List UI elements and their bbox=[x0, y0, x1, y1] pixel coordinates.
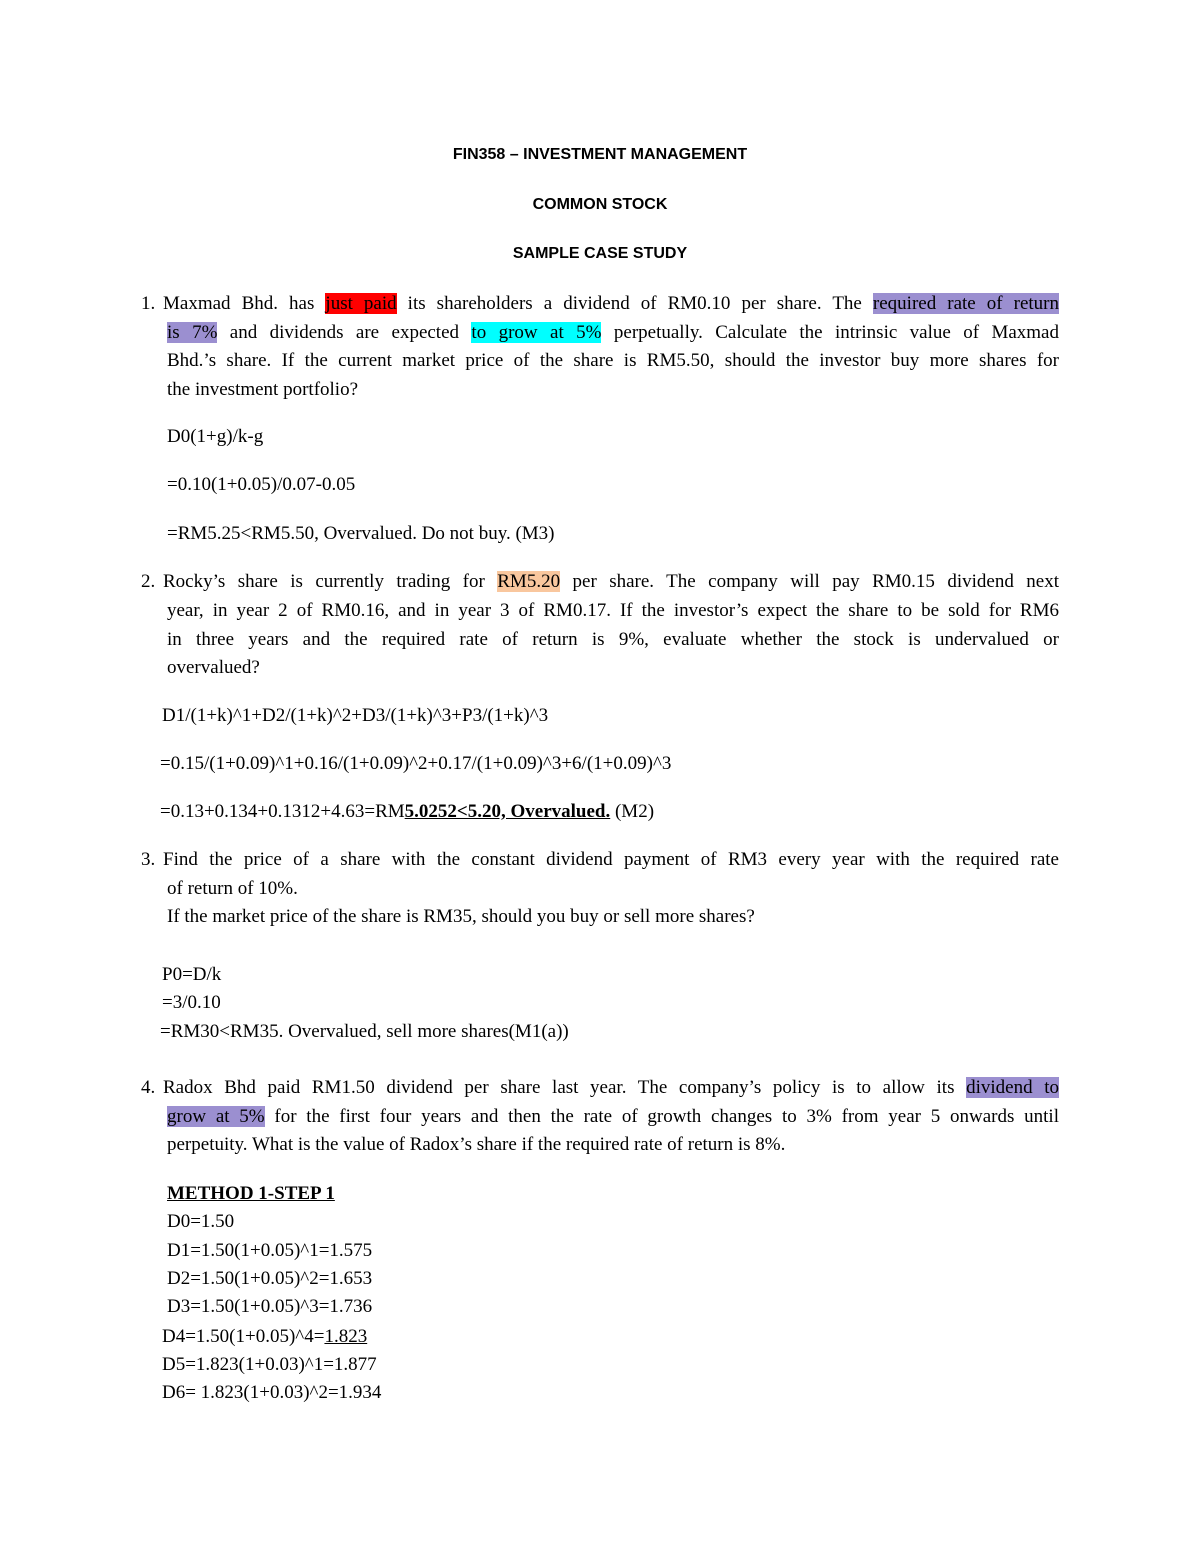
q1-formula: D0(1+g)/k-g bbox=[167, 426, 264, 447]
q3-formula: P0=D/k bbox=[162, 964, 222, 985]
question-3-line-2: of return of 10%. bbox=[167, 878, 298, 899]
question-1-line-3: Bhd.’s share. If the current market price of the share is RM5.50, should the investor buy more shares for bbox=[167, 350, 1059, 371]
highlight-grow-at-5: grow at 5% bbox=[167, 1106, 265, 1127]
method-heading: METHOD 1-STEP 1 bbox=[167, 1183, 335, 1204]
case-study-title: SAMPLE CASE STUDY bbox=[512, 245, 688, 262]
q2-text-1c: per share. The company will pay RM0.15 dividend next bbox=[560, 571, 1060, 592]
q2-answer-calc: =0.13+0.134+0.1312+4.63=RM bbox=[160, 801, 405, 822]
highlight-is-7: is 7% bbox=[167, 322, 218, 343]
course-title: FIN358 – INVESTMENT MANAGEMENT bbox=[452, 146, 748, 163]
q2-answer bbox=[160, 799, 654, 825]
q1-text-1a: Maxmad Bhd. has bbox=[163, 293, 326, 314]
dividend-d0: D0=1.50 bbox=[167, 1211, 235, 1232]
highlight-grow-5: to grow at 5% bbox=[471, 322, 602, 343]
highlight-dividend-to: dividend to bbox=[966, 1077, 1059, 1098]
q2-substitution: =0.15/(1+0.09)^1+0.16/(1+0.09)^2+0.17/(1+0.09)^3+6/(1+0.09)^3 bbox=[160, 753, 672, 774]
dividend-d4-calc: D4=1.50(1+0.05)^4= bbox=[162, 1326, 325, 1347]
q2-text-1a: Rocky’s share is currently trading for bbox=[163, 571, 498, 592]
highlight-rm520: RM5.20 bbox=[497, 571, 561, 592]
dividend-d2: D2=1.50(1+0.05)^2=1.653 bbox=[167, 1268, 373, 1289]
question-1-line-2 bbox=[167, 320, 1059, 346]
q1-text-1c: its shareholders a dividend of RM0.10 per share. The bbox=[396, 293, 873, 314]
question-4-line-2 bbox=[167, 1104, 1059, 1130]
dividend-d5: D5=1.823(1+0.03)^1=1.877 bbox=[162, 1354, 377, 1375]
question-3-number: 3. bbox=[141, 849, 156, 870]
dividend-d6: D6= 1.823(1+0.03)^2=1.934 bbox=[162, 1382, 382, 1403]
q1-substitution: =0.10(1+0.05)/0.07-0.05 bbox=[167, 474, 356, 495]
dividend-d4-value: 1.823 bbox=[324, 1326, 368, 1347]
dividend-d4 bbox=[162, 1324, 367, 1350]
question-1-line-4: the investment portfolio? bbox=[167, 379, 359, 400]
question-4-number: 4. bbox=[141, 1077, 156, 1098]
question-4-line-3: perpetuity. What is the value of Radox’s share if the required rate of return is 8%. bbox=[167, 1134, 786, 1155]
dividend-d1: D1=1.50(1+0.05)^1=1.575 bbox=[167, 1240, 373, 1261]
q1-text-2b: and dividends are expected bbox=[217, 322, 472, 343]
question-2-line-3: in three years and the required rate of return is 9%, evaluate whether the stock is undervalued or bbox=[167, 629, 1059, 650]
q2-answer-verdict: 5.0252<5.20, Overvalued. bbox=[404, 801, 611, 822]
q4-text-2b: for the first four years and then the rate of growth changes to 3% from year 5 onwards until bbox=[264, 1106, 1059, 1127]
q4-text-1a: Radox Bhd paid RM1.50 dividend per share last year. The company’s policy is to allow its bbox=[163, 1077, 967, 1098]
question-1-number: 1. bbox=[141, 293, 156, 314]
highlight-just-paid: just paid bbox=[325, 293, 397, 314]
question-2-line-2: year, in year 2 of RM0.16, and in year 3 of RM0.17. If the investor’s expect the share to be sold for RM6 bbox=[167, 600, 1059, 621]
q3-substitution: =3/0.10 bbox=[162, 992, 221, 1013]
topic-title: COMMON STOCK bbox=[532, 196, 668, 213]
question-2-line-1 bbox=[163, 569, 1059, 595]
q3-answer: =RM30<RM35. Overvalued, sell more shares(M1(a)) bbox=[160, 1021, 569, 1042]
question-2-number: 2. bbox=[141, 571, 156, 592]
question-3-line-1: Find the price of a share with the constant dividend payment of RM3 every year with the required rate bbox=[163, 849, 1059, 870]
q2-formula: D1/(1+k)^1+D2/(1+k)^2+D3/(1+k)^3+P3/(1+k)^3 bbox=[162, 705, 549, 726]
question-2-line-4: overvalued? bbox=[167, 657, 260, 678]
q1-text-2d: perpetually. Calculate the intrinsic value of Maxmad bbox=[601, 322, 1059, 343]
highlight-required-rate: required rate of return bbox=[872, 293, 1059, 314]
q1-answer: =RM5.25<RM5.50, Overvalued. Do not buy. (M3) bbox=[167, 523, 555, 544]
question-4-line-1 bbox=[163, 1075, 1059, 1101]
question-3-line-3: If the market price of the share is RM35, should you buy or sell more shares? bbox=[167, 906, 755, 927]
q2-answer-ref: (M2) bbox=[610, 801, 655, 822]
dividend-d3: D3=1.50(1+0.05)^3=1.736 bbox=[167, 1296, 373, 1317]
question-1-line-1 bbox=[163, 291, 1059, 317]
